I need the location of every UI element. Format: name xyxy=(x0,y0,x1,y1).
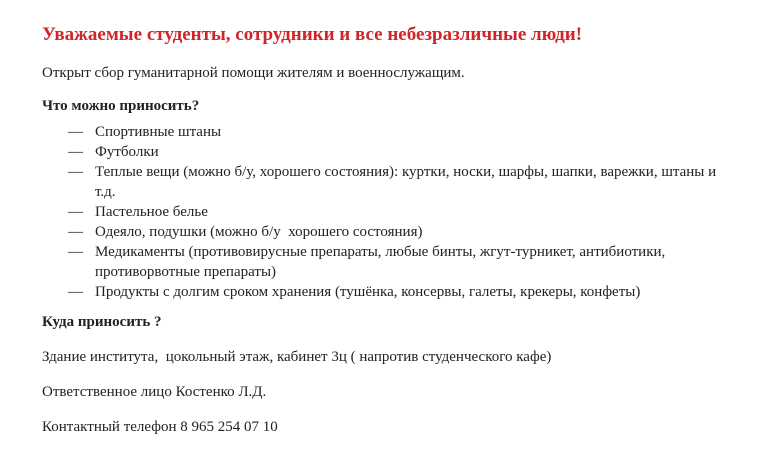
responsible-person-paragraph: Ответственное лицо Костенко Л.Д. xyxy=(42,383,267,400)
list-item-text: Одеяло, подушки (можно б/у хорошего состояния) xyxy=(95,224,423,241)
phone-paragraph: Контактный телефон 8 965 254 07 10 xyxy=(42,418,278,435)
list-item xyxy=(68,122,737,142)
location-paragraph: Здание института, цокольный этаж, кабинет 3ц ( напротив студенческого кафе) xyxy=(42,349,552,366)
list-item xyxy=(68,162,737,202)
list-item xyxy=(68,282,737,302)
list-item xyxy=(68,202,737,222)
list-item-text: Медикаменты (противовирусные препараты, любые бинты, жгут-турникет, антибиотики, противорвотные препараты) xyxy=(95,244,670,281)
list-item xyxy=(68,142,737,162)
where-to-bring-heading: Куда приносить ? xyxy=(42,314,162,331)
dash-bullet: — xyxy=(68,244,83,261)
list-item-text: Пастельное белье xyxy=(95,204,208,221)
what-to-bring-heading: Что можно приносить? xyxy=(42,97,200,114)
document-title: Уважаемые студенты, сотрудники и все небезразличные люди! xyxy=(42,24,583,45)
items-list xyxy=(42,122,737,302)
list-item xyxy=(68,242,737,282)
dash-bullet: — xyxy=(68,124,83,141)
list-item xyxy=(68,222,737,242)
intro-paragraph: Открыт сбор гуманитарной помощи жителям и военнослужащим. xyxy=(42,64,465,81)
dash-bullet: — xyxy=(68,204,83,221)
dash-bullet: — xyxy=(68,144,83,161)
list-item-text: Футболки xyxy=(95,144,159,161)
list-item-text: Продукты с долгим сроком хранения (тушёнка, консервы, галеты, крекеры, конфеты) xyxy=(95,284,641,301)
list-item-text: Спортивные штаны xyxy=(95,124,222,141)
dash-bullet: — xyxy=(68,224,83,241)
dash-bullet: — xyxy=(68,164,83,181)
dash-bullet: — xyxy=(68,284,83,301)
list-item-text: Теплые вещи (можно б/у, хорошего состояния): куртки, носки, шарфы, шапки, варежки, штаны и т.д. xyxy=(95,164,720,201)
